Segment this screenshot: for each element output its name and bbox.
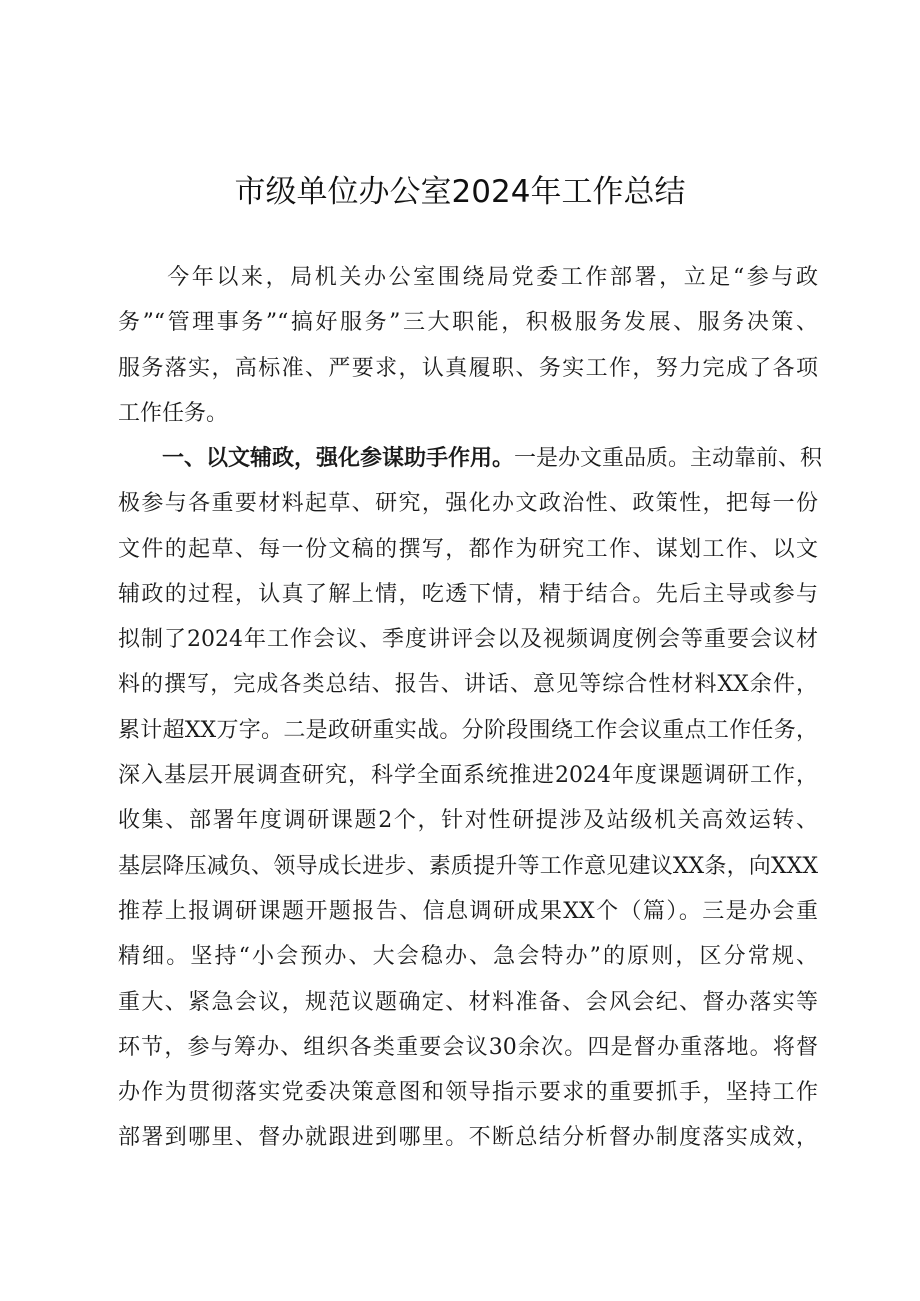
section-one-paragraph	[118, 436, 823, 1161]
section-one-line: 推荐上报调研课题开题报告、信息调研成果XX个（篇）。三是办会重	[118, 898, 818, 924]
section-one-line: 精细。坚持“小会预办、大会稳办、急会特办”的原则，区分常规、	[118, 944, 818, 970]
intro-line: 服务落实，高标准、严要求，认真履职、务实工作，努力完成了各项	[118, 355, 818, 381]
section-one-line: 重大、紧急会议，规范议题确定、材料准备、会风会纪、督办落实等	[118, 989, 818, 1015]
section-one-line: 环节，参与筹办、组织各类重要会议30余次。四是督办重落地。将督	[118, 1034, 818, 1060]
section-one-line: 部署到哪里、督办就跟进到哪里。不断总结分析督办制度落实成效，	[118, 1125, 818, 1151]
intro-line: 今年以来，局机关办公室围绕局党委工作部署，立足“参与政	[118, 265, 818, 290]
section-one-line: 深入基层开展调查研究，科学全面系统推进2024年度课题调研工作，	[118, 763, 818, 789]
section-one-line: 累计超XX万字。二是政研重实战。分阶段围绕工作会议重点工作任务，	[118, 717, 818, 743]
section-one-line: 收集、部署年度调研课题2个，针对性研提涉及站级机关高效运转、	[118, 808, 818, 834]
document-title: 市级单位办公室2024年工作总结	[234, 174, 686, 210]
intro-line: 工作任务。	[118, 400, 229, 426]
section-one-heading: 一、以文辅政，强化参谋助手作用。	[118, 446, 515, 471]
intro-line: 务”“管理事务”“搞好服务”三大职能，积极服务发展、服务决策、	[118, 310, 818, 336]
section-one-line: 极参与各重要材料起草、研究，强化办文政治性、政策性，把每一份	[118, 491, 818, 517]
section-one-line: 文件的起草、每一份文稿的撰写，都作为研究工作、谋划工作、以文	[118, 536, 818, 562]
section-one-line: 基层降压减负、领导成长进步、素质提升等工作意见建议XX条，向XXX	[118, 853, 818, 879]
intro-paragraph	[118, 255, 818, 436]
section-one-line: 料的撰写，完成各类总结、报告、讲话、意见等综合性材料XX余件，	[118, 672, 818, 698]
section-one-line: 拟制了2024年工作会议、季度讲评会以及视频调度例会等重要会议材	[118, 627, 818, 653]
section-one-line: 辅政的过程，认真了解上情，吃透下情，精于结合。先后主导或参与	[118, 581, 818, 607]
section-one-line: 办作为贯彻落实党委决策意图和领导指示要求的重要抓手，坚持工作	[118, 1080, 818, 1106]
section-one-first-line	[118, 436, 823, 481]
section-one-first-line-rest: 一是办文重品质。主动靠前、积	[514, 446, 823, 471]
